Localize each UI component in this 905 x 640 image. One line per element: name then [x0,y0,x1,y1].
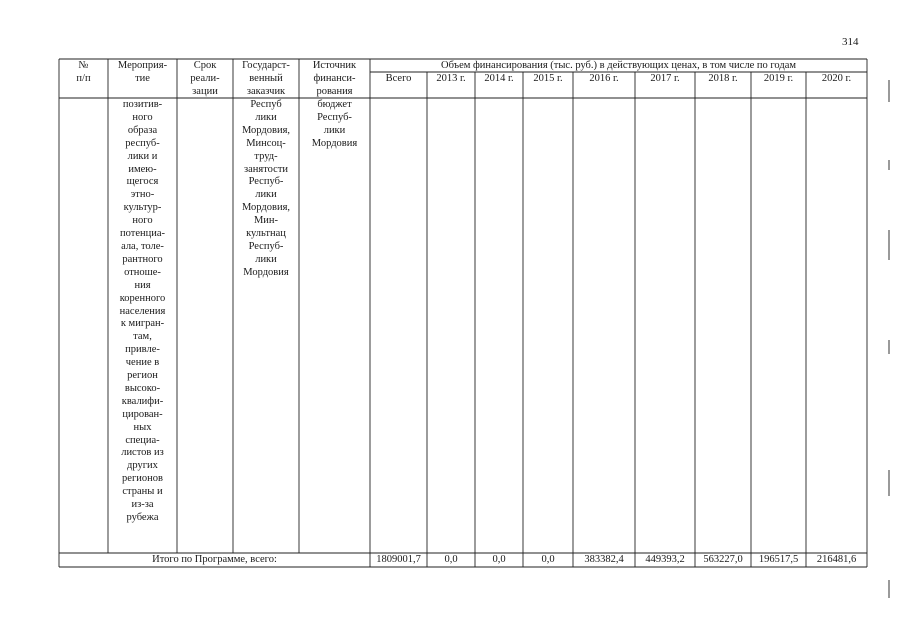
event-line: цирован- [122,408,163,420]
event-line: к мигран- [120,318,165,330]
event-line: лики и [127,150,158,162]
source-line: Мордовия [311,137,358,149]
event-line: других [127,460,158,472]
event-line: ала, толе- [121,240,164,252]
header-year: 2016 г. [589,73,619,84]
event-line: позитив- [122,99,163,110]
customer-line: лики [255,111,277,123]
header-number: № п/п [76,60,91,84]
event-line: страны и [122,486,163,498]
total-row-label: Итого по Программе, всего: [152,554,277,565]
customer-line: Минсоц- [246,137,286,149]
event-line: рантного [122,253,163,265]
customer-line: труд- [254,150,278,162]
total-row-value: 0,0 [444,554,458,565]
header-year: 2015 г. [533,73,563,84]
event-line: рубежа [126,512,159,523]
source-line: лики [323,124,346,136]
header-event: Мероприя- тие [117,60,168,84]
header-funding-title: Объем финансирования (тыс. руб.) в действующих ценах, в том числе по годам [440,60,797,71]
header-year: 2020 г. [821,73,852,84]
event-line: квалифи- [121,395,164,407]
event-line: ного [132,111,153,123]
event-line: привле- [125,344,160,356]
header-year: 2017 г. [650,73,680,84]
event-line: имею- [128,163,157,175]
total-row-value: 196517,5 [758,554,799,565]
header-customer: Государст- венный заказчик [242,60,290,97]
customer-line: Мордовия, [241,202,291,214]
event-line: культур- [123,202,162,214]
event-description [108,99,177,525]
header-term: Срок реали- зации [190,60,220,97]
header-year: 2018 г. [708,73,738,84]
event-line: там, [133,331,152,343]
scan-edge-marks [885,40,897,630]
header-source: Источник финанси- рования [312,60,357,97]
header-year: 2019 г. [763,73,794,84]
page-number: 314 [842,36,859,48]
customer-line: культнац [246,228,286,240]
customer-line: занятости [243,163,289,175]
header-total: Всего [385,73,412,84]
header-year: 2014 г. [484,73,514,84]
total-row-value: 449393,2 [645,554,685,565]
event-line: ных [133,421,152,433]
source-line: Респуб- [317,111,352,123]
event-line: потенциа- [120,228,165,240]
event-line: регионов [122,473,163,485]
event-line: отноше- [124,266,161,278]
total-row-value: 383382,4 [584,554,624,565]
customer-line: Мордовия, [241,124,291,136]
customer-line: Мордовия [243,266,289,278]
state-customer [233,99,299,280]
event-line: листов из [121,447,164,459]
event-line: специа- [125,434,160,446]
event-line: этно- [130,189,155,201]
total-row-value: 0,0 [541,554,555,565]
total-row-total: 1809001,7 [376,554,421,565]
total-row-value: 216481,6 [816,554,857,565]
header-year: 2013 г. [436,73,466,84]
event-line: ного [132,215,153,227]
event-line: населения [119,305,166,317]
event-line: чение в [125,357,160,369]
customer-line: лики [255,189,277,201]
customer-line: Респуб- [248,176,284,188]
event-line: коренного [119,292,166,304]
event-line: респуб- [125,137,160,149]
customer-line: лики [255,253,277,265]
customer-line: Респуб- [248,240,284,252]
event-line: щегося [126,176,159,188]
event-line: образа [127,124,158,136]
event-line: из-за [131,499,154,511]
total-row-value: 563227,0 [703,554,743,565]
customer-line: Респуб [250,99,282,110]
event-line: высоко- [124,382,161,394]
event-line: регион [127,370,158,382]
source-line: бюджет [317,99,352,110]
event-line: ния [134,279,151,291]
funding-source [299,99,370,151]
customer-line: Мин- [253,215,279,227]
total-row-value: 0,0 [492,554,506,565]
